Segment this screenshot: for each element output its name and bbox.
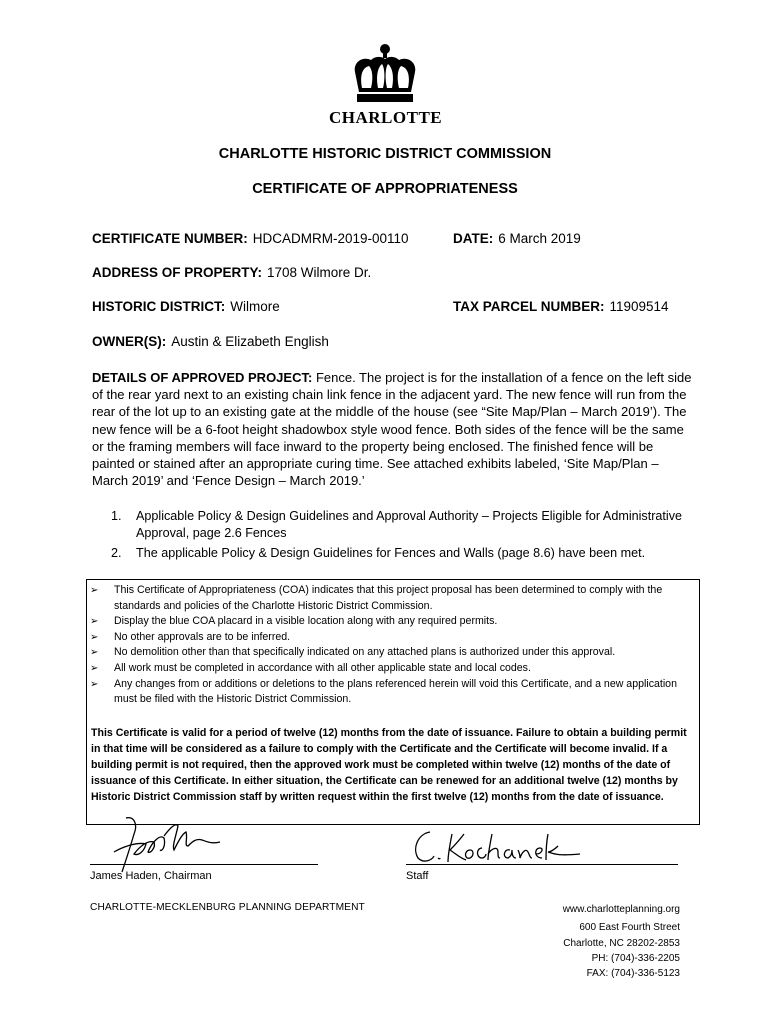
chairman-signature-line: [90, 864, 318, 865]
address-value: 1708 Wilmore Dr.: [267, 265, 372, 280]
website-link[interactable]: www.charlotteplanning.org: [562, 904, 680, 915]
tax-parcel-value: 11909514: [609, 299, 669, 314]
notice-bullet: ➢ This Certificate of Appropriateness (COA) indicates that this project proposal has been determined to comply with the standards and policies of the Charlotte Historic District Commission.: [90, 584, 663, 612]
condition-item: [111, 545, 696, 562]
arrow-bullet-icon: ➢: [90, 678, 99, 690]
district-label: HISTORIC DISTRICT:: [92, 299, 226, 314]
fax-number: FAX: (704)-336-5123: [586, 968, 680, 980]
staff-signature-line: [406, 864, 678, 865]
condition-text: The applicable Policy & Design Guidelines for Fences and Walls (page 8.6) have been met.: [136, 546, 646, 560]
address-field: [92, 265, 371, 280]
arrow-bullet-icon: ➢: [90, 647, 99, 659]
commission-title: CHARLOTTE HISTORIC DISTRICT COMMISSION: [218, 146, 552, 162]
notice-bullet: ➢ Any changes from or additions or deletions to the plans referenced herein will void this Certificate, and a new application must be filed with the Historic District Commission.: [90, 677, 677, 706]
condition-text: Applicable Policy & Design Guidelines and Approval Authority – Projects Eligible for Administrative Approval, page 2.6 Fences: [136, 509, 683, 540]
arrow-bullet-icon: ➢: [90, 662, 99, 674]
charlotte-logo: [329, 42, 441, 130]
address-label: ADDRESS OF PROPERTY:: [92, 265, 263, 280]
staff-name: Staff: [406, 870, 429, 882]
district-value: Wilmore: [230, 299, 280, 314]
certificate-number-label: CERTIFICATE NUMBER:: [92, 231, 248, 246]
arrow-bullet-icon: ➢: [90, 631, 99, 643]
street-address: 600 East Fourth Street: [579, 922, 680, 934]
date-label: DATE:: [453, 231, 494, 246]
contact-block: [563, 902, 680, 981]
date-value: 6 March 2019: [498, 231, 581, 246]
condition-number: 2.: [111, 546, 122, 560]
validity-statement: This Certificate is valid for a period of twelve (12) months from the date of issuance. Failure to obtain a building permit in that time will be considered as a failure to comply with the Certificate and the Certificate will become invalid. If a building permit is not required, then the approved work must be completed within twelve (12) months of the date of issuance of this Certificate. In either situation, the Certificate can be renewed for an additional twelve (12) months by Historic District Commission staff by written request within the first twelve (12) months from the date of issuance.: [91, 727, 687, 803]
condition-number: 1.: [111, 509, 122, 523]
notice-bullet: ➢ No demolition other than that specifically indicated on any attached plans is authorized under this approval.: [87, 645, 699, 661]
phone-number: PH: (704)-336-2205: [591, 952, 680, 964]
notice-bullet: ➢ No other approvals are to be inferred.: [87, 630, 699, 646]
tax-parcel-field: [453, 299, 669, 314]
crown-icon: [349, 42, 421, 106]
chairman-signature-image: [104, 812, 234, 878]
staff-signature-image: [408, 826, 588, 868]
logo-wordmark: CHARLOTTE: [329, 108, 443, 127]
date-field: [453, 231, 581, 246]
arrow-bullet-icon: ➢: [90, 585, 99, 596]
owner-field: [92, 334, 329, 349]
city-state-zip: Charlotte, NC 28202-2853: [563, 937, 680, 949]
certificate-number-value: HDCADMRM-2019-00110: [252, 231, 409, 246]
department-name: CHARLOTTE-MECKLENBURG PLANNING DEPARTMENT: [90, 902, 365, 913]
details-label: DETAILS OF APPROVED PROJECT:: [92, 370, 313, 385]
certificate-title: CERTIFICATE OF APPROPRIATENESS: [252, 181, 518, 197]
arrow-bullet-icon: ➢: [90, 616, 99, 628]
project-details: [92, 369, 692, 489]
condition-item: [111, 508, 696, 542]
details-text: Fence. The project is for the installation of a fence on the left side of the rear yard next to an existing chain link fence in the adjacent yard. The new fence will run from the rear of the lot up to an existing gate at the middle of the house (see “Site Map/Plan – March 2019’). The new fence will be a 6-foot height shadowbox style wood fence. Both sides of the fence will be the same or the framing members will face inward to the property being enclosed. The finished fence will be painted or stained after an appropriate curing time. See attached exhibits labeled, ‘Site Map/Plan – March 2019’ and ‘Fence Design – March 2019.’: [92, 370, 692, 489]
owner-label: OWNER(S):: [92, 334, 167, 349]
tax-parcel-label: TAX PARCEL NUMBER:: [453, 299, 605, 314]
chairman-name: James Haden, Chairman: [90, 870, 212, 882]
notice-bullet: ➢ Display the blue COA placard in a visible location along with any required permits.: [87, 614, 699, 630]
notice-box: [86, 579, 700, 825]
notice-bullets: [87, 583, 699, 708]
certificate-number-field: [92, 231, 409, 246]
district-field: [92, 299, 280, 314]
notice-bullet: ➢ All work must be completed in accordance with all other applicable state and local codes.: [87, 661, 699, 677]
owner-value: Austin & Elizabeth English: [171, 334, 329, 349]
